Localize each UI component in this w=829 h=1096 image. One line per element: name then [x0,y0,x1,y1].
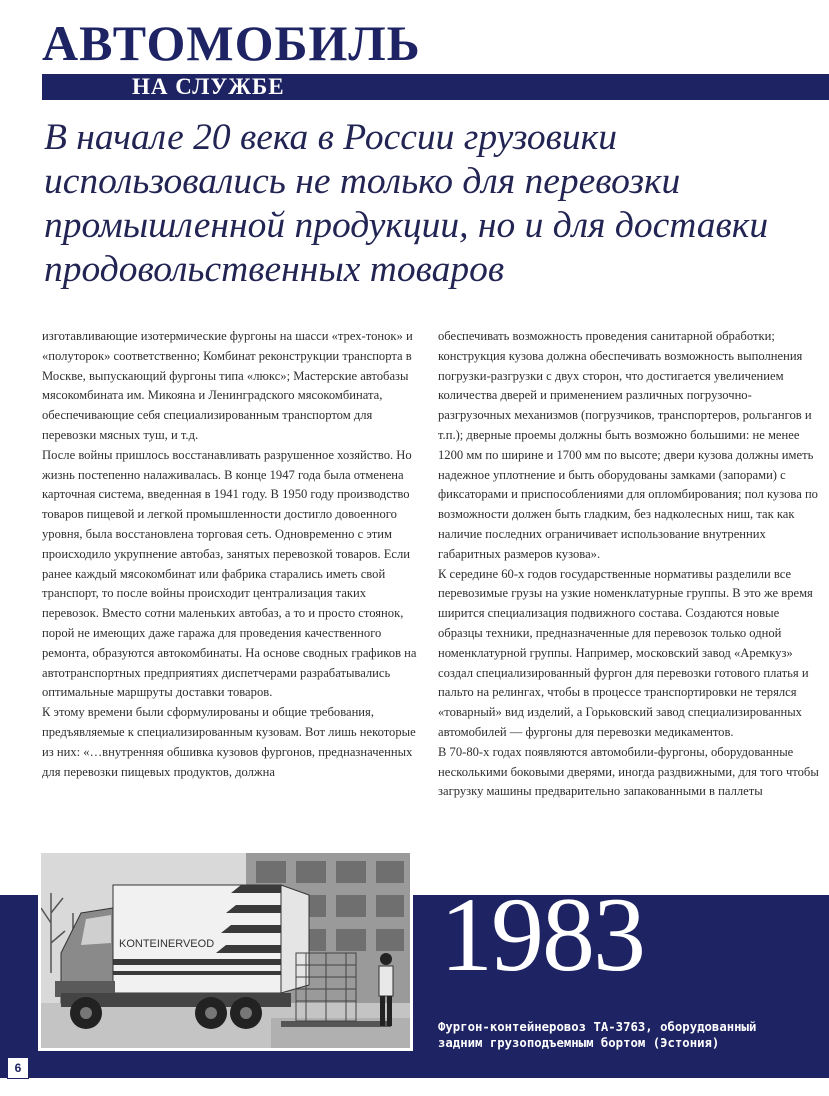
photo-caption: Фургон-контейнеровоз ТА-3763, оборудованный задним грузоподъемным бортом (Эстония) [438,1020,757,1050]
headline: В начале 20 века в России грузовики использовались не только для перевозки промышленной продукции, но и для доставки продовольственных товаров [44,117,769,290]
left-column [42,327,417,782]
truck-photo [38,850,413,1051]
paragraph: К середине 60-х годов государственные нормативы разделили все перевозимые грузы на узкие номенклатурные группы. В это же время ширится специализация подвижного состава. Создаются новые образцы техники, предназначенные для перевозок только одной номенклатурной группы. Например, московский завод «Аремкуз» создал специализированный фургон для перевозки готового платья и пальто на релингах, чтобы в процессе транспортировки не терялся «товарный» вид изделий, а Горьковский завод специализированных автомобилей — фургоны для перевозки медикаментов. [438,566,813,739]
truck-photo-illustration [41,853,410,1048]
header-subtitle: НА СЛУЖБЕ [132,74,285,99]
paragraph: К этому времени были сформулированы и общие требования, предъявляемые к специализированным кузовам. Вот лишь некоторые из них: «…внутренняя обшивка кузовов фургонов, предназначенных для перевозки пищевых продуктов, должна [42,705,416,779]
paragraph: изготавливающие изотермические фургоны на шасси «трех-тонок» и «полуторок» соответственно; Комбинат реконструкции транспорта в Москве, выпускающий фургоны типа «люкс»; Мастерские автобазы мясокомбината им. Микояна и Ленинградского мясокомбината, обеспечивающие себя специализированным транспортом для перевозки мясных туш, и т.д. [42,329,413,442]
header-title: АВТОМОБИЛЬ [42,15,421,71]
paragraph: После войны пришлось восстанавливать разрушенное хозяйство. Но жизнь постепенно налаживалась. В конце 1947 года была отменена карточная система, введенная в 1941 году. В 1950 году производство товаров пищевой и легкой промышленности достигло довоенного уровня, была восстановлена торговая сеть. Одновременно с этим происходило укрупнение автобаз, занятых перевозкой товаров. Если ранее каждый мясокомбинат или фабрика старались иметь свой транспорт, то после войны происходит централизация таких перевозок. Вместо сотни маленьких автобаз, а то и просто стоянок, порой не имеющих даже гаража для проведения качественного ремонта, образуются автокомбинаты. На основе сводных графиков на автотранспортных предприятиях диспетчерами разрабатывались оптимальные маршруты доставки товаров. [42,447,417,700]
paragraph: В 70-80-х годах появляются автомобили-фургоны, оборудованные несколькими боковыми дверями, иногда раздвижными, для того чтобы загрузку машины предварительно запакованными в паллеты [438,744,819,799]
truck-lettering: KONTEINERVEOD [119,938,215,950]
paragraph: обеспечивать возможность проведения санитарной обработки; конструкция кузова должна обеспечивать возможность выполнения погрузки-разгрузки с двух сторон, что достигается увеличением количества дверей и применением различных погрузочно-разгрузочных механизмов (погрузчиков, транспортеров, рольгангов и т.п.); дверные проемы должны быть возможно большими: не менее 1200 мм по ширине и 1700 мм по высоте; двери кузова должны иметь надежное уплотнение и быть оборудованы замками (запорами) с фиксаторами и приспособлениями для опломбирования; пол кузова по возможности должен быть гладким, без надколесных ниш, так как наличие последних ограничивает использование внутренних габаритных размеров кузова». [438,329,818,561]
right-column [438,327,823,802]
page-number: 6 [7,1057,29,1079]
year-label: 1983 [440,876,644,993]
